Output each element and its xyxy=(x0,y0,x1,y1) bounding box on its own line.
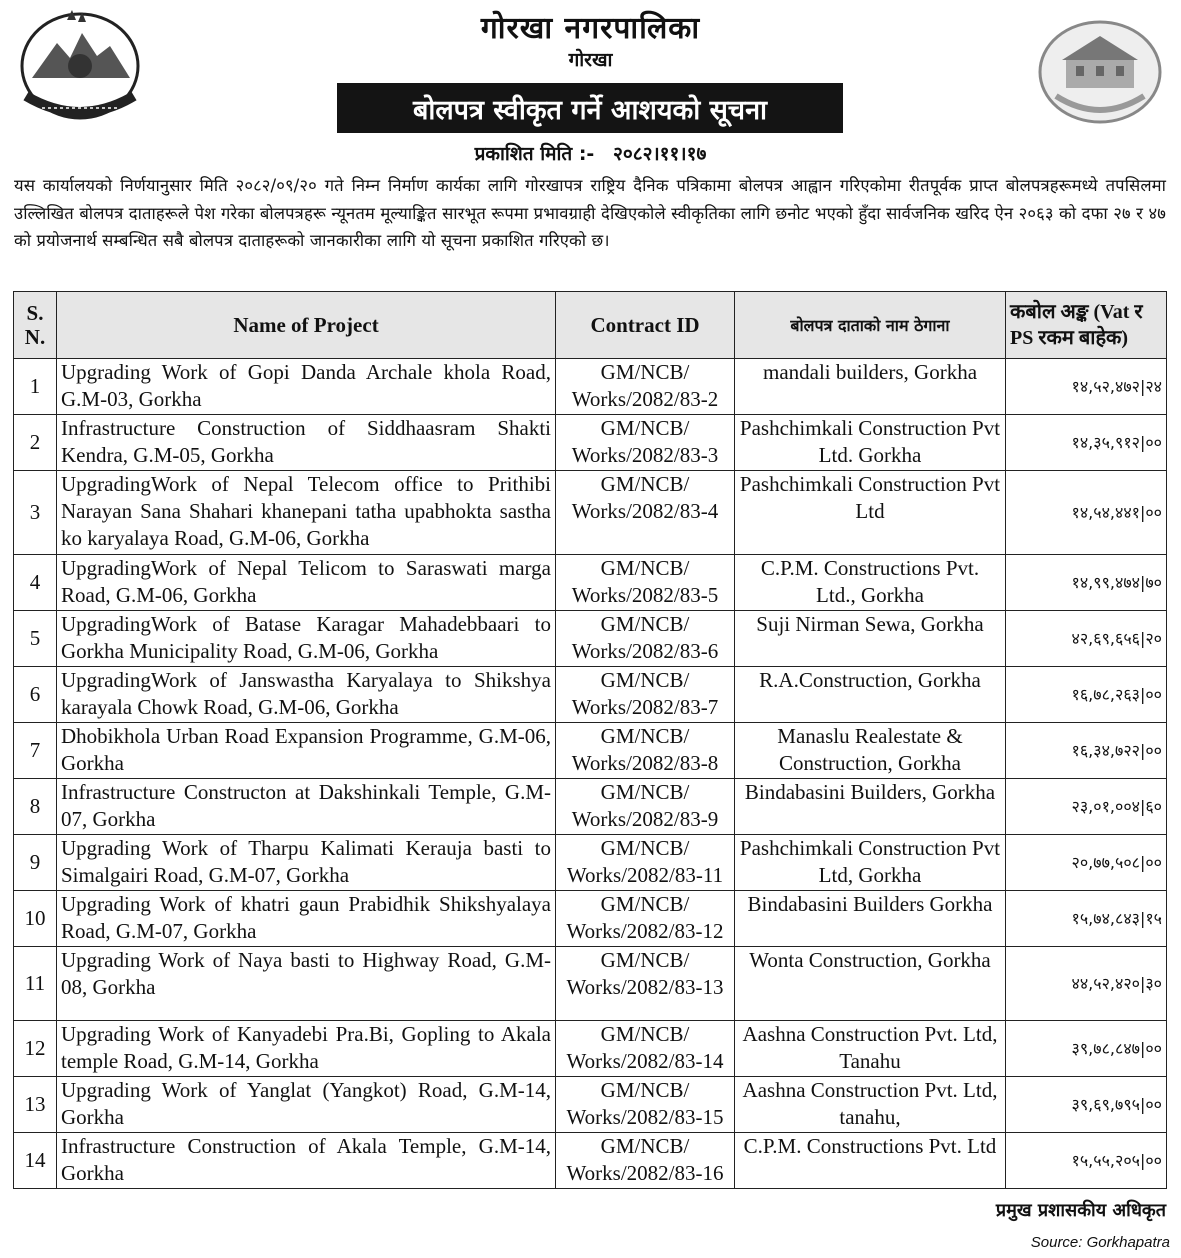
cell-project: UpgradingWork of Nepal Telicom to Saraswati marga Road, G.M-06, Gorkha xyxy=(57,555,556,611)
cell-bidder: Pashchimkali Construction Pvt Ltd, Gorkha xyxy=(735,835,1006,891)
cell-amount: ४४,५२,४२०|३० xyxy=(1006,947,1167,1021)
table-row xyxy=(14,359,1167,415)
cell-project: UpgradingWork of Janswastha Karyalaya to Shikshya karayala Chowk Road, G.M-06, Gorkha xyxy=(57,667,556,723)
cell-contract-id: GM/NCB/ Works/2082/83-15 xyxy=(556,1077,735,1133)
table-row xyxy=(14,555,1167,611)
cell-contract-id: GM/NCB/ Works/2082/83-14 xyxy=(556,1021,735,1077)
cell-bidder: Aashna Construction Pvt. Ltd, Tanahu xyxy=(735,1021,1006,1077)
cell-project: UpgradingWork of Batase Karagar Mahadebbaari to Gorkha Municipality Road, G.M-06, Gorkha xyxy=(57,611,556,667)
table-row xyxy=(14,1077,1167,1133)
header-bidder: बोलपत्र दाताको नाम ठेगाना xyxy=(735,292,1006,359)
cell-project: Upgrading Work of Kanyadebi Pra.Bi, Gopling to Akala temple Road, G.M-14, Gorkha xyxy=(57,1021,556,1077)
notice-title: बोलपत्र स्वीकृत गर्ने आशयको सूचना xyxy=(337,83,843,133)
table-row xyxy=(14,947,1167,1021)
cell-contract-id: GM/NCB/ Works/2082/83-2 xyxy=(556,359,735,415)
published-date-line xyxy=(0,140,1181,166)
cell-contract-id: GM/NCB/ Works/2082/83-6 xyxy=(556,611,735,667)
table-row xyxy=(14,891,1167,947)
published-label: प्रकाशित मिति :- xyxy=(474,143,595,165)
cell-project: UpgradingWork of Nepal Telecom office to Prithibi Narayan Sana Shahari khanepani tatha upabhokta sastha ko karyalaya Road, G.M-06, Gorkha xyxy=(57,471,556,555)
cell-contract-id: GM/NCB/ Works/2082/83-7 xyxy=(556,667,735,723)
cell-bidder: Aashna Construction Pvt. Ltd, tanahu, xyxy=(735,1077,1006,1133)
published-date: २०८२।११।१७ xyxy=(612,143,707,165)
cell-amount: १६,३४,७२२|०० xyxy=(1006,723,1167,779)
header-sn: S. N. xyxy=(14,292,57,359)
cell-sn: 1 xyxy=(14,359,57,415)
cell-amount: ३९,७८,८४७|०० xyxy=(1006,1021,1167,1077)
cell-bidder: Manaslu Realestate & Construction, Gorkha xyxy=(735,723,1006,779)
table-row xyxy=(14,1133,1167,1189)
cell-contract-id: GM/NCB/ Works/2082/83-13 xyxy=(556,947,735,1021)
cell-amount: १५,५५,२०५|०० xyxy=(1006,1133,1167,1189)
cell-amount: १४,३५,९१२|०० xyxy=(1006,415,1167,471)
header-amount: कबोल अङ्क (Vat र PS रकम बाहेक) xyxy=(1006,292,1167,359)
cell-sn: 9 xyxy=(14,835,57,891)
cell-sn: 4 xyxy=(14,555,57,611)
cell-sn: 14 xyxy=(14,1133,57,1189)
cell-amount: १५,७४,८४३|१५ xyxy=(1006,891,1167,947)
cell-sn: 11 xyxy=(14,947,57,1021)
bid-table xyxy=(13,291,1167,1189)
intro-paragraph: यस कार्यालयको निर्णयानुसार मिति २०८२/०९/२० गते निम्न निर्माण कार्यका लागि गोरखापत्र राष्ट्रिय दैनिक पत्रिकामा बोलपत्र आह्वान गरिएकोमा रीतपूर्वक प्राप्त बोलपत्रहरूमध्ये तपसिलमा उल्लिखित बोलपत्र दाताहरूले पेश गरेका बोलपत्रहरू न्यूनतम मूल्याङ्कित सारभूत रूपमा प्रभावग्राही देखिएकोले स्वीकृतिका लागि छनोट भएको हुँदा सार्वजनिक खरिद ऐन २०६३ को दफा २७ र ४७ को प्रयोजनार्थ सम्बन्धित सबै बोलपत्र दाताहरूको जानकारीका लागि यो सूचना प्रकाशित गरिएको छ। xyxy=(14,176,1166,250)
table-body xyxy=(14,359,1167,1189)
table-row xyxy=(14,1021,1167,1077)
cell-project: Upgrading Work of Naya basti to Highway Road, G.M-08, Gorkha xyxy=(57,947,556,1021)
cell-amount: ३९,६९,७९५|०० xyxy=(1006,1077,1167,1133)
table-header-row xyxy=(14,292,1167,359)
cell-project: Infrastructure Construction of Siddhaasram Shakti Kendra, G.M-05, Gorkha xyxy=(57,415,556,471)
cell-contract-id: GM/NCB/ Works/2082/83-4 xyxy=(556,471,735,555)
cell-bidder: mandali builders, Gorkha xyxy=(735,359,1006,415)
cell-contract-id: GM/NCB/ Works/2082/83-16 xyxy=(556,1133,735,1189)
cell-bidder: Bindabasini Builders Gorkha xyxy=(735,891,1006,947)
cell-amount: ४२,६९,६५६|२० xyxy=(1006,611,1167,667)
cell-amount: १४,५४,४४१|०० xyxy=(1006,471,1167,555)
cell-sn: 7 xyxy=(14,723,57,779)
table-row xyxy=(14,779,1167,835)
cell-sn: 3 xyxy=(14,471,57,555)
cell-contract-id: GM/NCB/ Works/2082/83-11 xyxy=(556,835,735,891)
header-contract-id: Contract ID xyxy=(556,292,735,359)
cell-bidder: C.P.M. Constructions Pvt. Ltd xyxy=(735,1133,1006,1189)
cell-project: Upgrading Work of Yanglat (Yangkot) Road, G.M-14, Gorkha xyxy=(57,1077,556,1133)
cell-bidder: Bindabasini Builders, Gorkha xyxy=(735,779,1006,835)
office-location: गोरखा xyxy=(568,49,613,71)
cell-project: Upgrading Work of khatri gaun Prabidhik Shikshyalaya Road, G.M-07, Gorkha xyxy=(57,891,556,947)
cell-project: Dhobikhola Urban Road Expansion Programme, G.M-06, Gorkha xyxy=(57,723,556,779)
cell-project: Upgrading Work of Tharpu Kalimati Kerauja basti to Simalgairi Road, G.M-07, Gorkha xyxy=(57,835,556,891)
cell-sn: 5 xyxy=(14,611,57,667)
cell-amount: १४,९९,४७४|७० xyxy=(1006,555,1167,611)
cell-contract-id: GM/NCB/ Works/2082/83-8 xyxy=(556,723,735,779)
cell-bidder: Suji Nirman Sewa, Gorkha xyxy=(735,611,1006,667)
cell-sn: 10 xyxy=(14,891,57,947)
table-row xyxy=(14,723,1167,779)
cell-project: Upgrading Work of Gopi Danda Archale khola Road, G.M-03, Gorkha xyxy=(57,359,556,415)
table-row xyxy=(14,471,1167,555)
cell-sn: 2 xyxy=(14,415,57,471)
cell-bidder: Wonta Construction, Gorkha xyxy=(735,947,1006,1021)
source-credit: Source: Gorkhapatra xyxy=(1030,1234,1170,1251)
cell-amount: २०,७७,५०८|०० xyxy=(1006,835,1167,891)
cell-project: Infrastructure Constructon at Dakshinkali Temple, G.M-07, Gorkha xyxy=(57,779,556,835)
cell-sn: 6 xyxy=(14,667,57,723)
cell-contract-id: GM/NCB/ Works/2082/83-12 xyxy=(556,891,735,947)
cell-amount: १६,७८,२६३|०० xyxy=(1006,667,1167,723)
cell-project: Infrastructure Construction of Akala Temple, G.M-14, Gorkha xyxy=(57,1133,556,1189)
cell-contract-id: GM/NCB/ Works/2082/83-3 xyxy=(556,415,735,471)
cell-bidder: Pashchimkali Construction Pvt Ltd xyxy=(735,471,1006,555)
cell-sn: 13 xyxy=(14,1077,57,1133)
office-name: गोरखा नगरपालिका xyxy=(480,11,701,46)
table-row xyxy=(14,415,1167,471)
cell-contract-id: GM/NCB/ Works/2082/83-9 xyxy=(556,779,735,835)
cell-sn: 12 xyxy=(14,1021,57,1077)
cell-amount: १४,५२,४७२|२४ xyxy=(1006,359,1167,415)
cell-amount: २३,०१,००४|६० xyxy=(1006,779,1167,835)
cell-bidder: R.A.Construction, Gorkha xyxy=(735,667,1006,723)
header-project: Name of Project xyxy=(57,292,556,359)
cell-bidder: C.P.M. Constructions Pvt. Ltd., Gorkha xyxy=(735,555,1006,611)
cell-bidder: Pashchimkali Construction Pvt Ltd. Gorkha xyxy=(735,415,1006,471)
table-row xyxy=(14,611,1167,667)
table-row xyxy=(14,835,1167,891)
table-row xyxy=(14,667,1167,723)
cell-sn: 8 xyxy=(14,779,57,835)
cell-contract-id: GM/NCB/ Works/2082/83-5 xyxy=(556,555,735,611)
signature: प्रमुख प्रशासकीय अधिकृत xyxy=(995,1200,1166,1221)
